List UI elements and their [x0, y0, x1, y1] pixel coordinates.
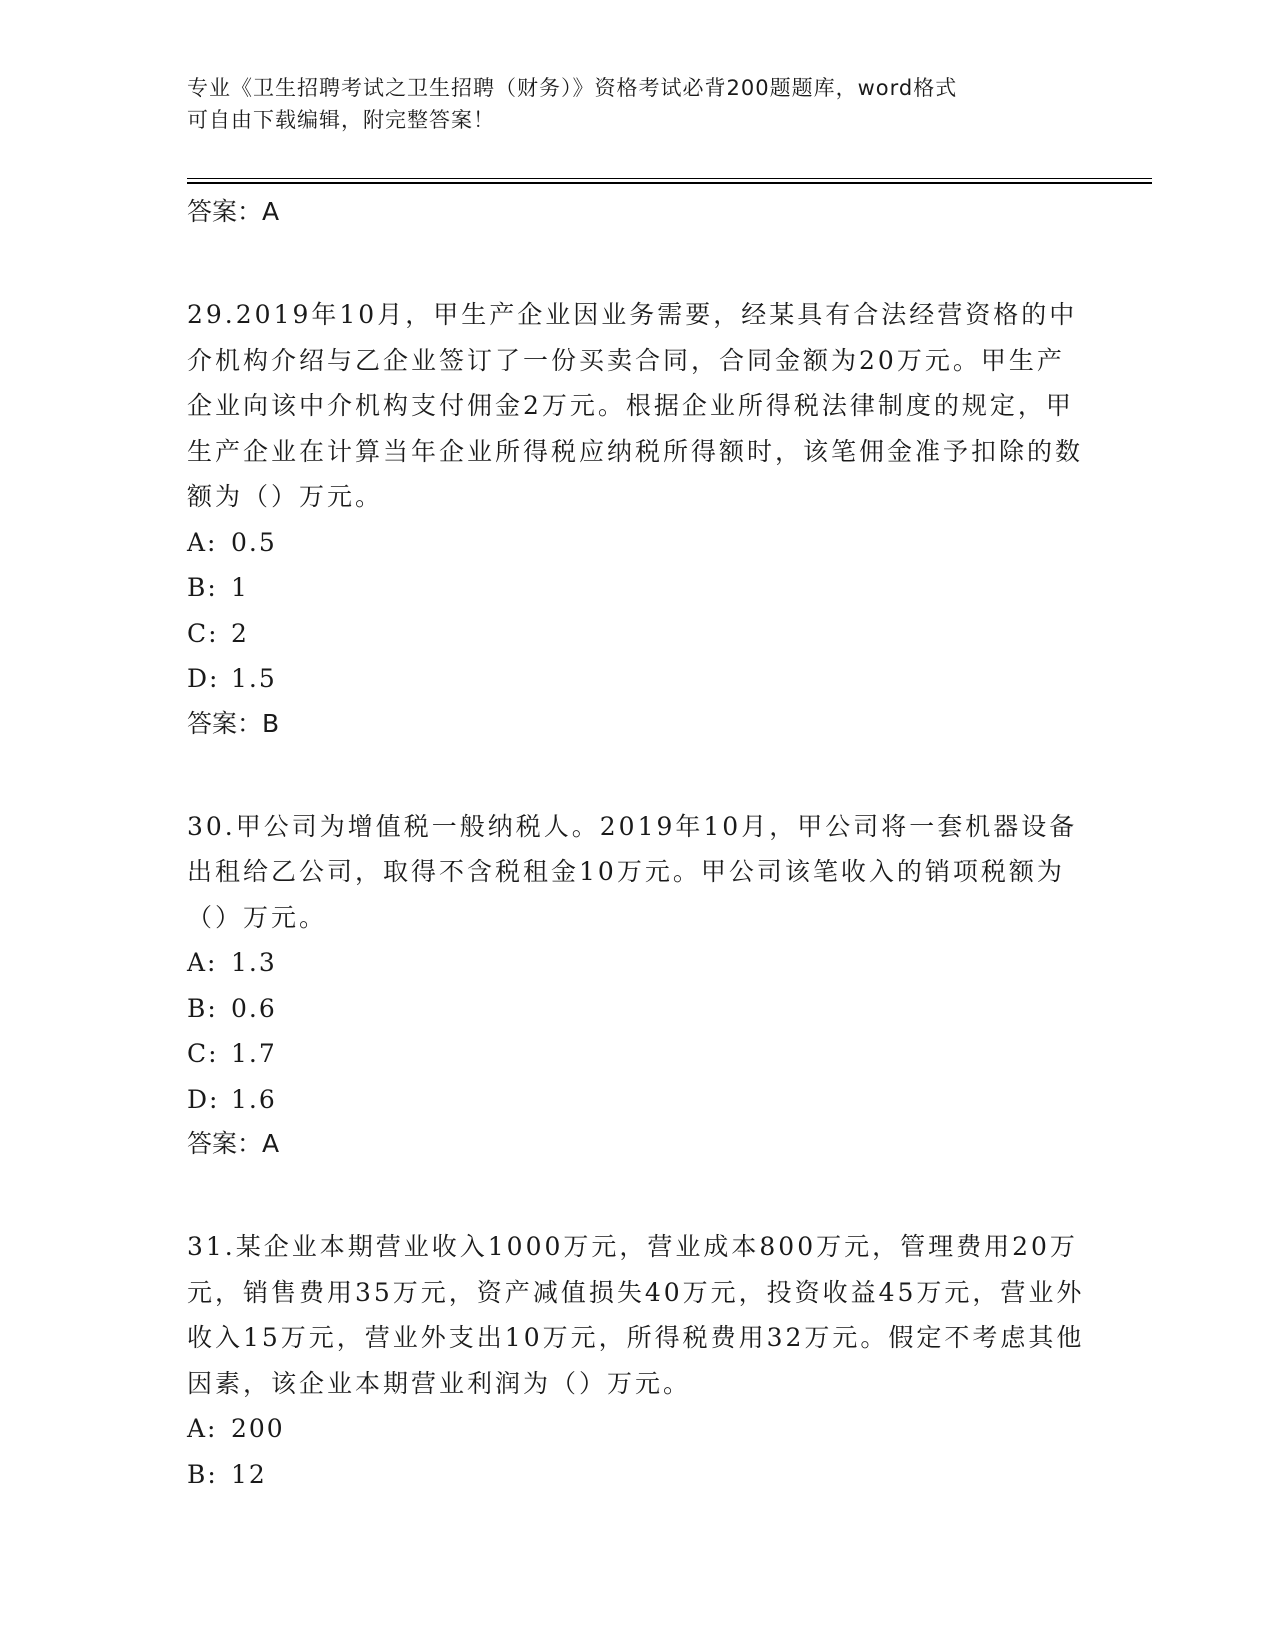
option-label: D: [187, 664, 220, 693]
option-label: C: [187, 618, 219, 648]
option-value: 1.7 [231, 1039, 277, 1068]
document-header [187, 72, 1067, 136]
option-label: A: [187, 527, 218, 557]
option-value: 1.3 [231, 948, 277, 977]
question-30 [187, 804, 1087, 1167]
option-value: 0.5 [231, 527, 277, 557]
option-b [187, 565, 1087, 611]
question-text: 30.甲公司为增值税一般纳税人。2019年10月，甲公司将一套机器设备出租给乙公司，取得不含税租金10万元。甲公司该笔收入的销项税额为（）万元。 [187, 811, 1078, 932]
question-31 [187, 1224, 1087, 1497]
option-label: C: [187, 1039, 219, 1068]
option-value: 1.6 [231, 1084, 277, 1114]
option-label: B: [187, 993, 218, 1023]
question-text: 29.2019年10月，甲生产企业因业务需要，经某具有合法经营资格的中介机构介绍与乙企业签订了一份买卖合同，合同金额为20万元。甲生产企业向该中介机构支付佣金2万元。根据企业所得税法律制度的规定，甲生产企业在计算当年企业所得税应纳税所得额时，该笔佣金准予扣除的数额为（）万元。 [187, 300, 1084, 511]
option-a [187, 520, 1087, 566]
answer-prev-question: 答案：A [187, 197, 280, 226]
option-value: 200 [231, 1414, 285, 1443]
option-b [187, 1452, 1087, 1498]
option-c [187, 611, 1087, 657]
option-value: 1.5 [231, 664, 277, 693]
option-label: A: [187, 1414, 218, 1443]
question-list [187, 190, 1087, 1497]
answer: 答案：B [187, 708, 280, 738]
option-b [187, 986, 1087, 1032]
option-d [187, 1077, 1087, 1123]
option-d [187, 656, 1087, 702]
option-value: 12 [231, 1459, 267, 1489]
option-label: B: [187, 1459, 218, 1489]
option-label: A: [187, 948, 218, 977]
option-value: 0.6 [231, 993, 277, 1023]
option-a [187, 1406, 1087, 1452]
header-divider-thin [187, 178, 1152, 179]
option-c [187, 1031, 1087, 1077]
header-line-1: 专业《卫生招聘考试之卫生招聘（财务）》资格考试必背200题题库，word格式 [187, 76, 958, 100]
option-value: 2 [231, 618, 249, 648]
question-29 [187, 292, 1087, 746]
option-value: 1 [231, 573, 249, 602]
option-label: D: [187, 1084, 220, 1114]
answer: 答案：A [187, 1129, 280, 1158]
header-divider-thick [187, 182, 1152, 184]
option-a [187, 940, 1087, 986]
option-label: B: [187, 573, 218, 602]
question-text: 31.某企业本期营业收入1000万元，营业成本800万元，管理费用20万元，销售费用35万元，资产减值损失40万元，投资收益45万元，营业外收入15万元，营业外支出10万元，所得税费用32万元。假定不考虑其他因素，该企业本期营业利润为（）万元。 [187, 1232, 1085, 1398]
header-line-2: 可自由下载编辑，附完整答案！ [187, 108, 495, 132]
